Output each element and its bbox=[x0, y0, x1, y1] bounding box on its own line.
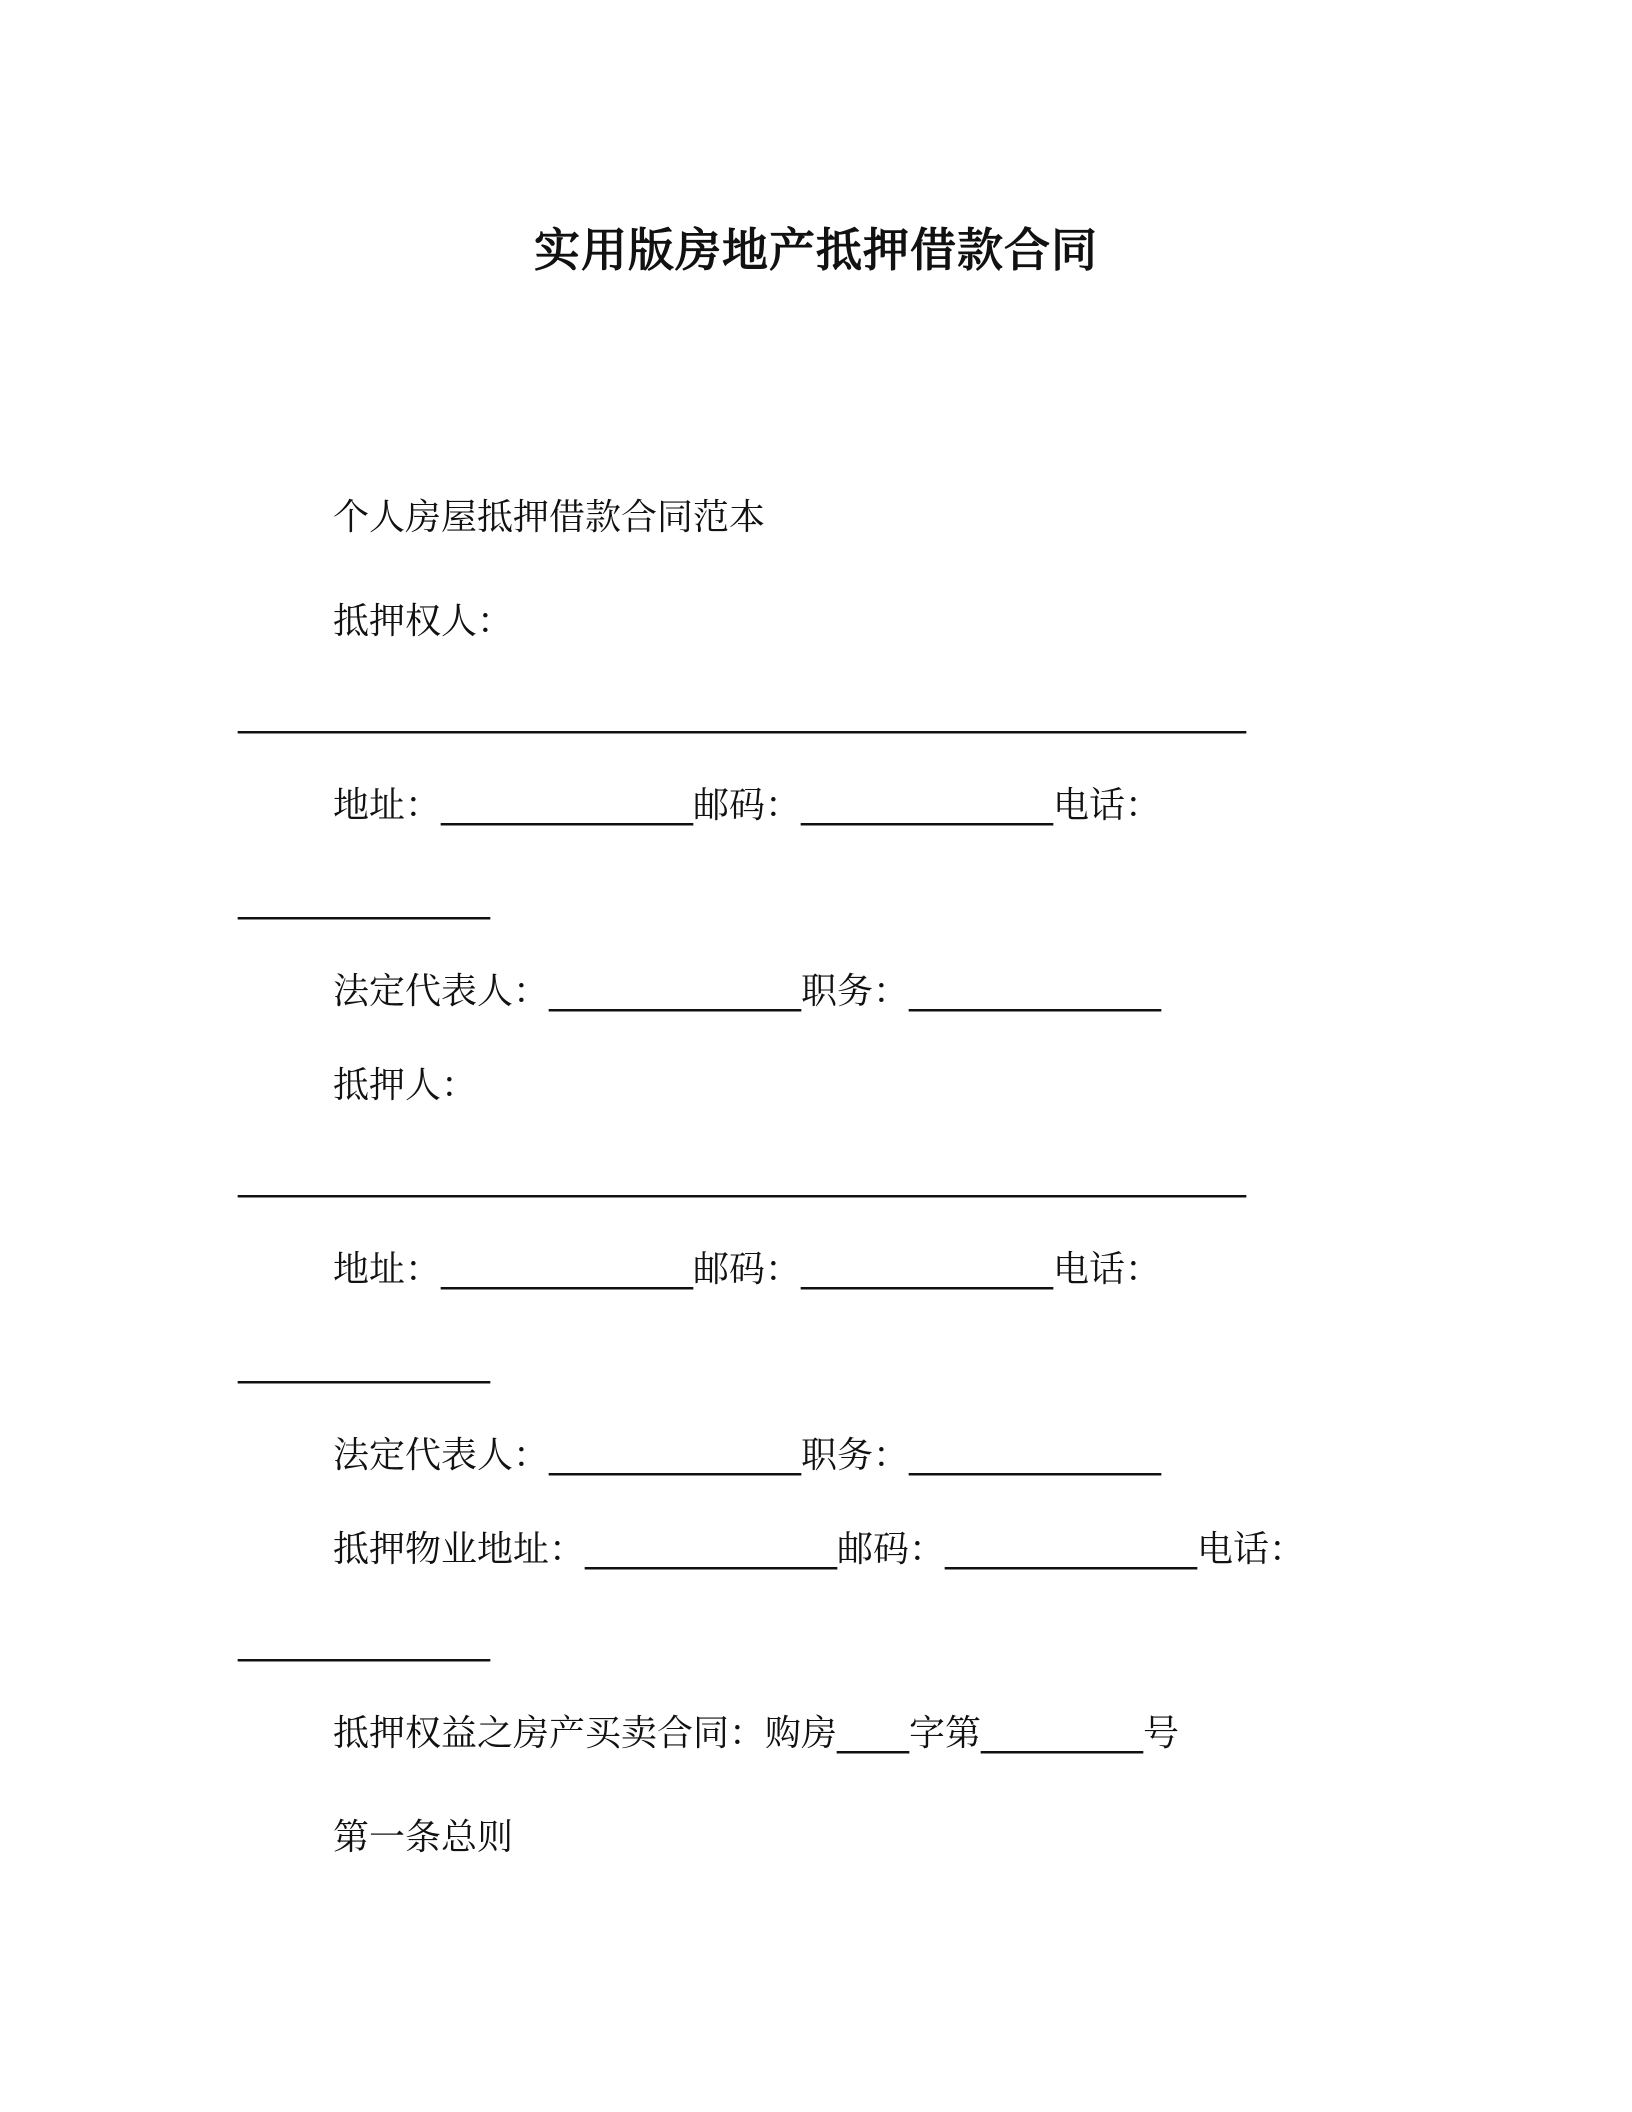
mortgagee-blank-line: ________________________________________________________ bbox=[238, 693, 1246, 734]
article-one-heading: 第一条总则 bbox=[333, 1817, 514, 1858]
mortgagee-label: 抵押权人： bbox=[333, 601, 514, 642]
mortgagee-representative-line: 法定代表人：______________职务：______________ bbox=[333, 971, 1162, 1012]
mortgagee-address-line: 地址：______________邮码：______________电话： bbox=[333, 785, 1162, 826]
property-address-line: 抵押物业地址：______________邮码：______________电话： bbox=[333, 1529, 1306, 1570]
property-phone-blank: ______________ bbox=[238, 1621, 490, 1662]
mortgagor-label: 抵押人： bbox=[333, 1065, 478, 1106]
mortgagor-phone-blank: ______________ bbox=[238, 1343, 490, 1384]
subtitle-line: 个人房屋抵押借款合同范本 bbox=[333, 497, 766, 538]
document-title: 实用版房地产抵押借款合同 bbox=[534, 223, 1098, 277]
mortgagor-blank-line: ________________________________________________________ bbox=[238, 1157, 1246, 1198]
mortgagee-phone-blank: ______________ bbox=[238, 879, 490, 920]
mortgagor-address-line: 地址：______________邮码：______________电话： bbox=[333, 1249, 1162, 1290]
mortgagor-representative-line: 法定代表人：______________职务：______________ bbox=[333, 1435, 1162, 1476]
purchase-contract-line: 抵押权益之房产买卖合同：购房____字第_________号 bbox=[333, 1713, 1180, 1754]
